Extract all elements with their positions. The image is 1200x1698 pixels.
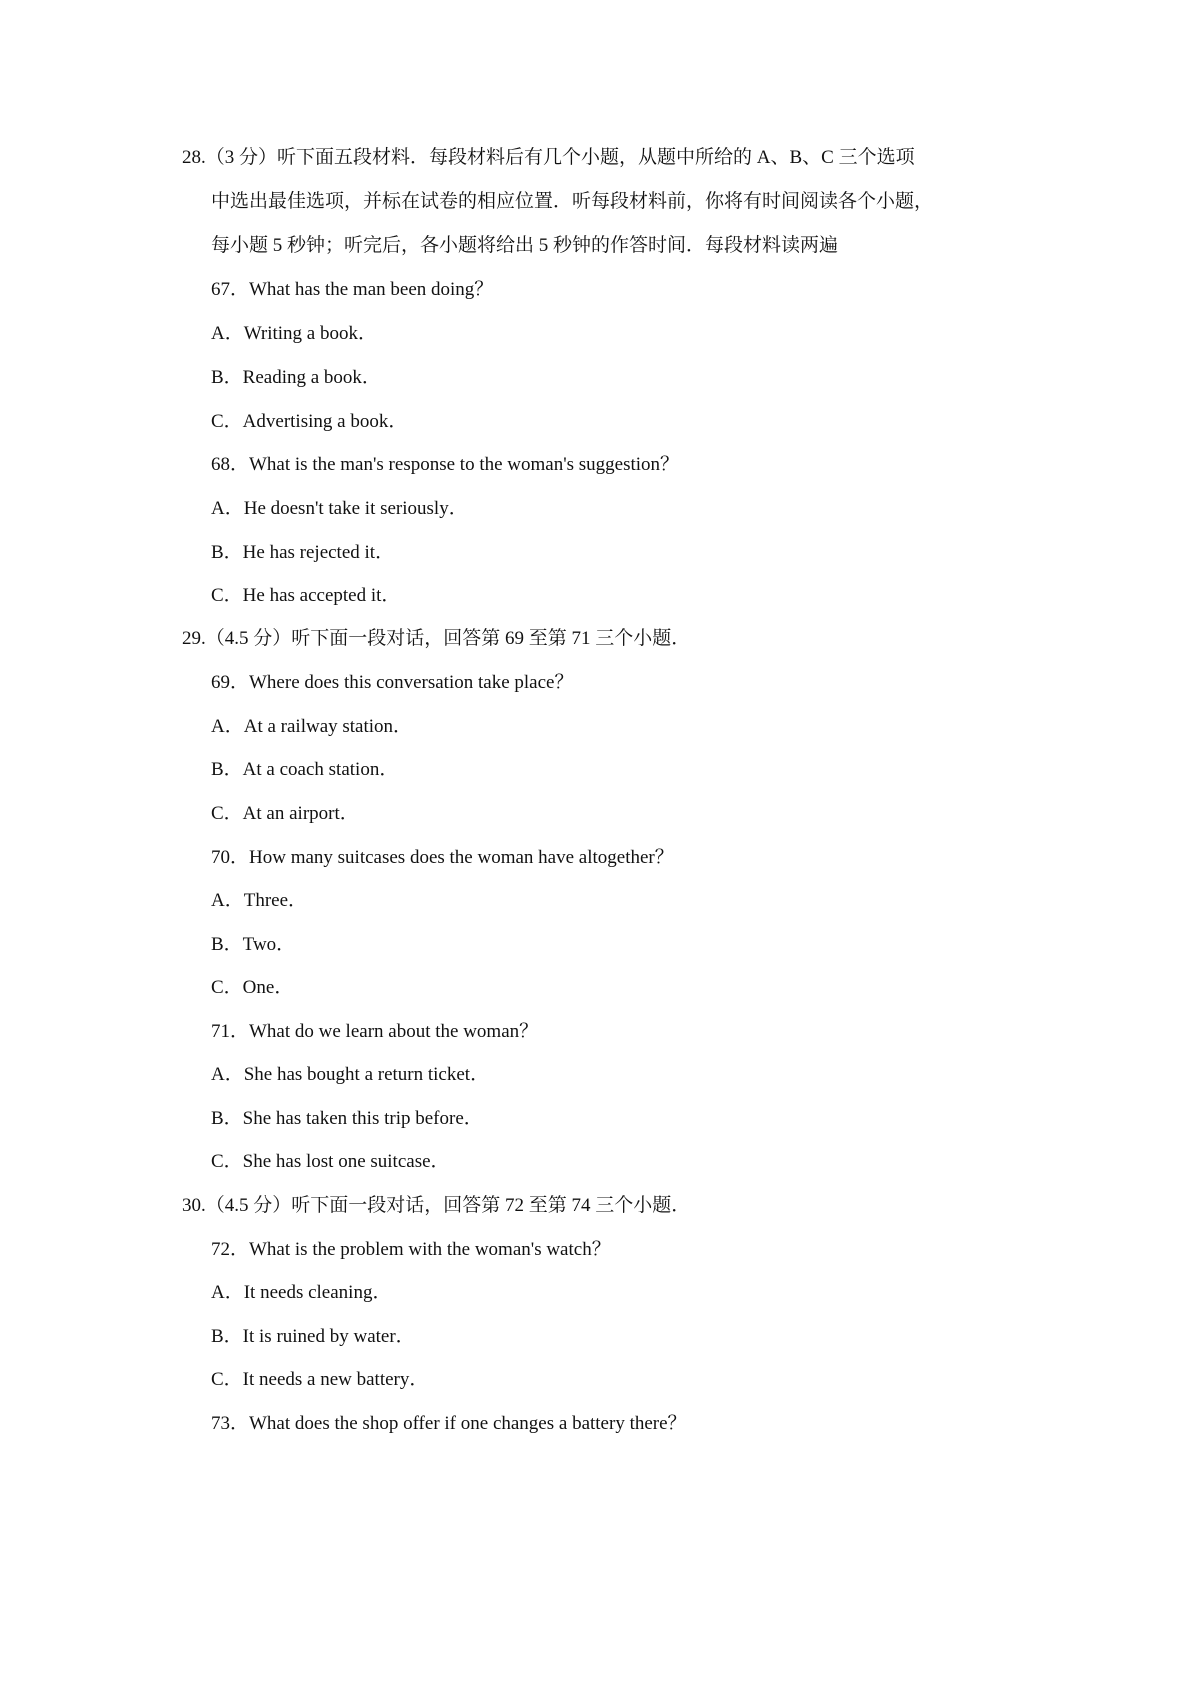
section-intro-line: 中选出最佳选项，并标在试卷的相应位置．听每段材料前，你将有时间阅读各个小题， (211, 191, 934, 212)
section-28-heading (182, 146, 915, 170)
section-30-heading (182, 1194, 690, 1218)
option-68-c: C．He has accepted it． (211, 585, 401, 606)
option-71-b: B．She has taken this trip before． (211, 1108, 483, 1129)
option-71-a: A．She has bought a return ticket． (211, 1064, 490, 1085)
option-69-c: C．At an airport． (211, 803, 359, 824)
section-intro-line: （4.5 分）听下面一段对话，回答第 69 至第 71 三个小题． (205, 628, 691, 649)
question-stem-68: 68．What is the man's response to the woman's suggestion？ (211, 454, 680, 475)
section-intro-line: 每小题 5 秒钟；听完后，各小题将给出 5 秒钟的作答时间．每段材料读两遍 (211, 235, 839, 256)
section-number: 30. (182, 1195, 206, 1216)
option-69-a: A．At a railway station． (211, 716, 413, 737)
option-70-c: C．One． (211, 977, 294, 998)
option-72-c: C．It needs a new battery． (211, 1369, 429, 1390)
question-stem-73: 73．What does the shop offer if one changes a battery there？ (211, 1413, 687, 1434)
option-72-a: A．It needs cleaning． (211, 1282, 392, 1303)
question-stem-72: 72．What is the problem with the woman's watch？ (211, 1239, 611, 1260)
section-intro-line: （4.5 分）听下面一段对话，回答第 72 至第 74 三个小题． (205, 1195, 691, 1216)
section-intro-line: （3 分）听下面五段材料．每段材料后有几个小题，从题中所给的 A、B、C 三个选项 (205, 147, 915, 168)
question-stem-71: 71．What do we learn about the woman？ (211, 1021, 539, 1042)
option-68-b: B．He has rejected it． (211, 542, 395, 563)
question-stem-69: 69．Where does this conversation take place？ (211, 672, 574, 693)
option-67-b: B．Reading a book． (211, 367, 381, 388)
option-68-a: A．He doesn't take it seriously． (211, 498, 468, 519)
question-stem-67: 67．What has the man been doing？ (211, 279, 494, 300)
section-number: 28. (182, 147, 206, 168)
option-70-b: B．Two． (211, 934, 296, 955)
option-67-a: A．Writing a book． (211, 323, 377, 344)
option-69-b: B．At a coach station． (211, 759, 399, 780)
option-70-a: A．Three． (211, 890, 308, 911)
question-stem-70: 70．How many suitcases does the woman have altogether？ (211, 847, 674, 868)
option-71-c: C．She has lost one suitcase． (211, 1151, 450, 1172)
section-29-heading (182, 627, 690, 651)
option-67-c: C．Advertising a book． (211, 411, 408, 432)
section-number: 29. (182, 628, 206, 649)
option-72-b: B．It is ruined by water． (211, 1326, 415, 1347)
